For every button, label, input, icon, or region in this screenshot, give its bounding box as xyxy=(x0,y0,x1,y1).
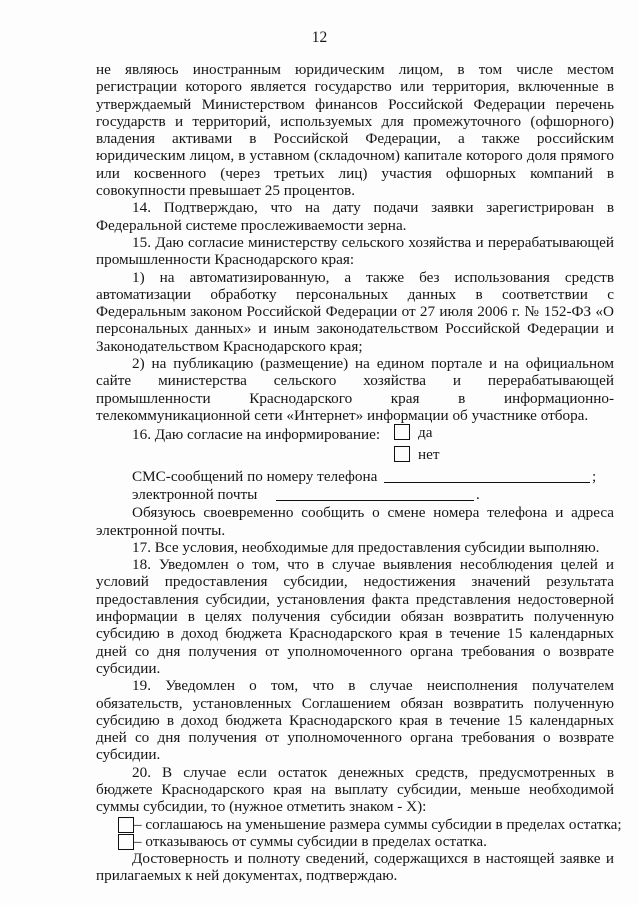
page-number: 12 xyxy=(311,29,328,46)
email-field-row xyxy=(96,486,614,504)
choice-refuse-checkbox[interactable] xyxy=(118,834,134,850)
sms-phone-field[interactable] xyxy=(384,468,590,483)
consent-yes-checkbox[interactable] xyxy=(394,424,410,440)
consent-options xyxy=(96,426,614,444)
email-field[interactable] xyxy=(276,486,474,501)
paragraph-13-continuation: не являюсь иностранным юридическим лицом, в том числе местом регистрации которого является государство или территория, включенные в утверждаемый Министерством финансов Российской Федерации перечень государств и территорий, используемых для промежуточного (офшорного) владения активами в Российской Федерации, а также российским юридическим лицом, в уставном (складочном) капитале которого доля прямого или косвенного (через третьих лиц) участия офшорных компаний в совокупности превышает 25 процентов. xyxy=(96,61,614,200)
consent-yes-option xyxy=(394,424,432,442)
paragraph-15-item-1: 1) на автоматизированную, а также без использования средств автоматизации обработку персональных данных в соответствии с Федеральным законом Российской Федерации от 27 июля 2006 г. № 152-ФЗ «О персональных данных» и иным законодательством Российской Федерации и Законодательством Краснодарского края; xyxy=(96,268,614,355)
choice-reduce-row xyxy=(96,815,622,833)
sms-field-row xyxy=(96,468,614,486)
paragraph-16-label: 16. Даю согласие на информирование: xyxy=(132,426,381,444)
paragraph-17: 17. Все условия, необходимые для предоставления субсидии выполняю. xyxy=(132,538,600,556)
sms-field-label: СМС-сообщений по номеру телефона xyxy=(132,468,378,486)
paragraph-14: 14. Подтверждаю, что на дату подачи заявки зарегистрирован в Федеральной системе прослеживаемости зерна. xyxy=(96,199,614,234)
consent-no-option xyxy=(394,446,440,464)
paragraph-19: 19. Уведомлен о том, что в случае неисполнения получателем обязательств, установленных Соглашением обязан возвратить полученную субсидию в доход бюджета Краснодарского края в течение 15 календарных дней со дня получения от уполномоченного органа требования о возврате субсидии. xyxy=(96,677,614,764)
choice-reduce-checkbox[interactable] xyxy=(118,817,134,833)
paragraph-15-item-2: 2) на публикацию (размещение) на едином портале и на официальном сайте министерства сельского хозяйства и перерабатывающей промышленности Краснодарского края в информационно-телекоммуникационной сети «Интернет» информации об участнике отбора. xyxy=(96,355,614,424)
final-confirmation: Достоверность и полноту сведений, содержащихся в настоящей заявке и прилагаемых к ней документах, подтверждаю. xyxy=(96,850,614,885)
choice-refuse-row xyxy=(96,833,614,850)
sms-field-end: ; xyxy=(592,468,597,486)
consent-no-checkbox[interactable] xyxy=(394,446,410,462)
paragraph-18: 18. Уведомлен о том, что в случае выявления несоблюдения целей и условий предоставления субсидии, недостижения значений результата предоставления субсидии, установления факта представления недостоверной информации в целях получения субсидии обязан возвратить полученную субсидию в доход бюджета Краснодарского края в течение 15 календарных дней со дня получения от уполномоченного органа требования о возврате субсидии. xyxy=(96,556,614,677)
paragraph-15: 15. Даю согласие министерству сельского хозяйства и перерабатывающей промышленности Краснодарского края: xyxy=(96,233,614,269)
consent-no-label: нет xyxy=(418,446,440,464)
email-field-label: электронной почты xyxy=(132,486,258,504)
choice-reduce-label: – соглашаюсь на уменьшение размера суммы субсидии в пределах остатка; xyxy=(134,815,622,833)
consent-no-row xyxy=(96,444,614,462)
paragraph-20: 20. В случае если остаток денежных средств, предусмотренных в бюджете Краснодарского края на выплату субсидии, меньше необходимой суммы субсидии, то (нужное отметить знаком - Х): xyxy=(96,763,614,816)
document-body xyxy=(96,61,622,885)
paragraph-16-obligation: Обязуюсь своевременно сообщить о смене номера телефона и адреса электронной почты. xyxy=(96,504,614,539)
choice-refuse-label: – отказываюсь от суммы субсидии в пределах остатка. xyxy=(134,832,487,850)
email-field-end: . xyxy=(476,486,480,504)
consent-yes-label: да xyxy=(418,424,433,442)
